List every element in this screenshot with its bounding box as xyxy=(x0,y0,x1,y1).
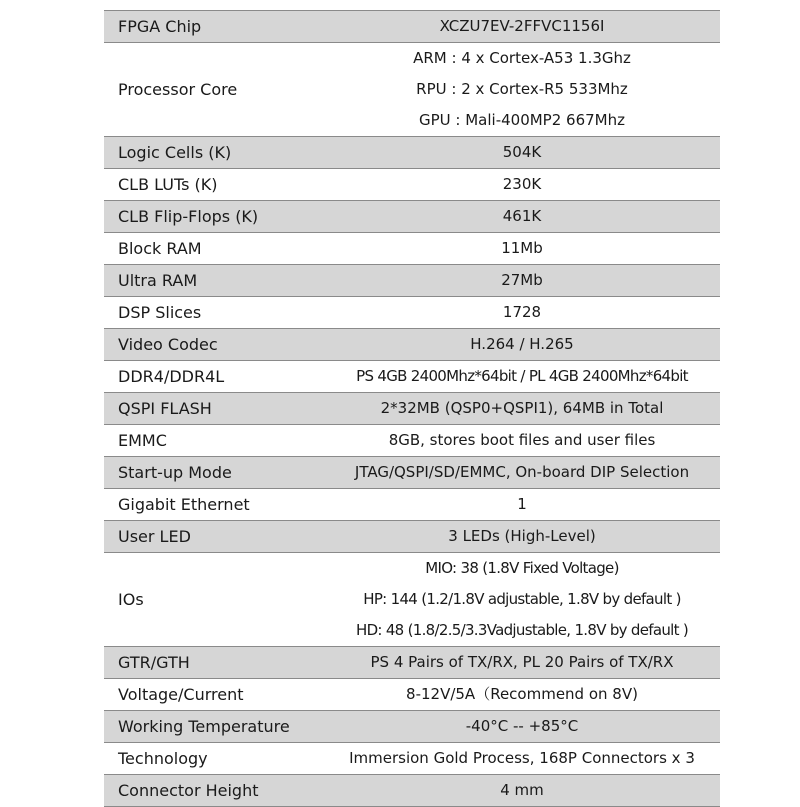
spec-label: Block RAM xyxy=(104,233,324,265)
spec-label: Ultra RAM xyxy=(104,265,324,297)
spec-row xyxy=(104,11,720,43)
spec-label: EMMC xyxy=(104,425,324,457)
spec-value xyxy=(324,297,720,329)
spec-row xyxy=(104,647,720,679)
spec-label: CLB Flip-Flops (K) xyxy=(104,201,324,233)
spec-value-line: RPU : 2 x Cortex-R5 533Mhz xyxy=(416,80,628,98)
spec-row xyxy=(104,169,720,201)
spec-value xyxy=(324,265,720,297)
spec-value xyxy=(324,489,720,521)
spec-row xyxy=(104,711,720,743)
spec-row xyxy=(104,553,720,647)
spec-value-line: HP: 144 (1.2/1.8V adjustable, 1.8V by default ) xyxy=(363,590,681,608)
spec-label: Video Codec xyxy=(104,329,324,361)
spec-row xyxy=(104,329,720,361)
spec-value-line: Immersion Gold Process, 168P Connectors x 3 xyxy=(349,749,695,767)
spec-row xyxy=(104,743,720,775)
spec-label: Technology xyxy=(104,743,324,775)
spec-value xyxy=(324,521,720,553)
spec-row xyxy=(104,393,720,425)
spec-value-line: 8-12V/5A（Recommend on 8V) xyxy=(406,685,638,703)
spec-label: DDR4/DDR4L xyxy=(104,361,324,393)
spec-row xyxy=(104,679,720,711)
spec-row xyxy=(104,775,720,807)
spec-value-line: 3 LEDs (High-Level) xyxy=(448,527,596,545)
spec-label: DSP Slices xyxy=(104,297,324,329)
spec-value xyxy=(324,201,720,233)
spec-row xyxy=(104,201,720,233)
spec-value-line: 4 mm xyxy=(500,781,544,799)
spec-value-line: XCZU7EV-2FFVC1156I xyxy=(439,17,605,35)
spec-value-line: MIO: 38 (1.8V Fixed Voltage) xyxy=(425,559,619,577)
spec-value-line: 2*32MB (QSP0+QSPI1), 64MB in Total xyxy=(380,399,664,417)
spec-label: CLB LUTs (K) xyxy=(104,169,324,201)
spec-value-line: GPU : Mali-400MP2 667Mhz xyxy=(418,111,625,129)
spec-label: GTR/GTH xyxy=(104,647,324,679)
spec-row xyxy=(104,265,720,297)
spec-value xyxy=(324,553,720,647)
spec-table-body xyxy=(104,11,720,807)
spec-table xyxy=(104,10,720,807)
spec-value-line: 461K xyxy=(502,207,542,225)
spec-value xyxy=(324,169,720,201)
spec-value xyxy=(324,361,720,393)
spec-label: Processor Core xyxy=(104,43,324,137)
spec-value xyxy=(324,679,720,711)
spec-value-line: PS 4GB 2400Mhz*64bit / PL 4GB 2400Mhz*64bit xyxy=(356,367,688,385)
spec-row xyxy=(104,521,720,553)
spec-label: Start-up Mode xyxy=(104,457,324,489)
spec-row xyxy=(104,43,720,137)
spec-label: Working Temperature xyxy=(104,711,324,743)
spec-value-line: 11Mb xyxy=(501,239,543,257)
spec-value xyxy=(324,711,720,743)
spec-value-line: 230K xyxy=(502,175,542,193)
spec-row xyxy=(104,489,720,521)
spec-row xyxy=(104,457,720,489)
spec-value-line: H.264 / H.265 xyxy=(470,335,574,353)
spec-value-line: 1 xyxy=(517,495,527,513)
spec-value xyxy=(324,425,720,457)
spec-row xyxy=(104,233,720,265)
spec-value xyxy=(324,775,720,807)
spec-value xyxy=(324,329,720,361)
spec-value xyxy=(324,457,720,489)
spec-value xyxy=(324,11,720,43)
spec-value-line: ARM : 4 x Cortex-A53 1.3Ghz xyxy=(413,49,631,67)
spec-value xyxy=(324,393,720,425)
spec-label: Connector Height xyxy=(104,775,324,807)
spec-row xyxy=(104,361,720,393)
spec-value xyxy=(324,43,720,137)
spec-value-line: JTAG/QSPI/SD/EMMC, On-board DIP Selection xyxy=(354,463,690,481)
spec-label: QSPI FLASH xyxy=(104,393,324,425)
spec-value xyxy=(324,137,720,169)
spec-row xyxy=(104,137,720,169)
spec-label: User LED xyxy=(104,521,324,553)
spec-value-line: 27Mb xyxy=(501,271,543,289)
spec-label: Logic Cells (K) xyxy=(104,137,324,169)
spec-value-line: -40°C -- +85°C xyxy=(465,717,579,735)
spec-label: Voltage/Current xyxy=(104,679,324,711)
spec-row xyxy=(104,425,720,457)
spec-value xyxy=(324,233,720,265)
spec-value-line: 1728 xyxy=(502,303,542,321)
spec-value xyxy=(324,647,720,679)
spec-label: Gigabit Ethernet xyxy=(104,489,324,521)
spec-label: IOs xyxy=(104,553,324,647)
spec-value-line: PS 4 Pairs of TX/RX, PL 20 Pairs of TX/RX xyxy=(370,653,674,671)
spec-value xyxy=(324,743,720,775)
spec-value-line: 8GB, stores boot files and user files xyxy=(388,431,656,449)
spec-value-line: 504K xyxy=(502,143,542,161)
spec-label: FPGA Chip xyxy=(104,11,324,43)
spec-value-line: HD: 48 (1.8/2.5/3.3Vadjustable, 1.8V by default ) xyxy=(355,621,688,639)
spec-row xyxy=(104,297,720,329)
